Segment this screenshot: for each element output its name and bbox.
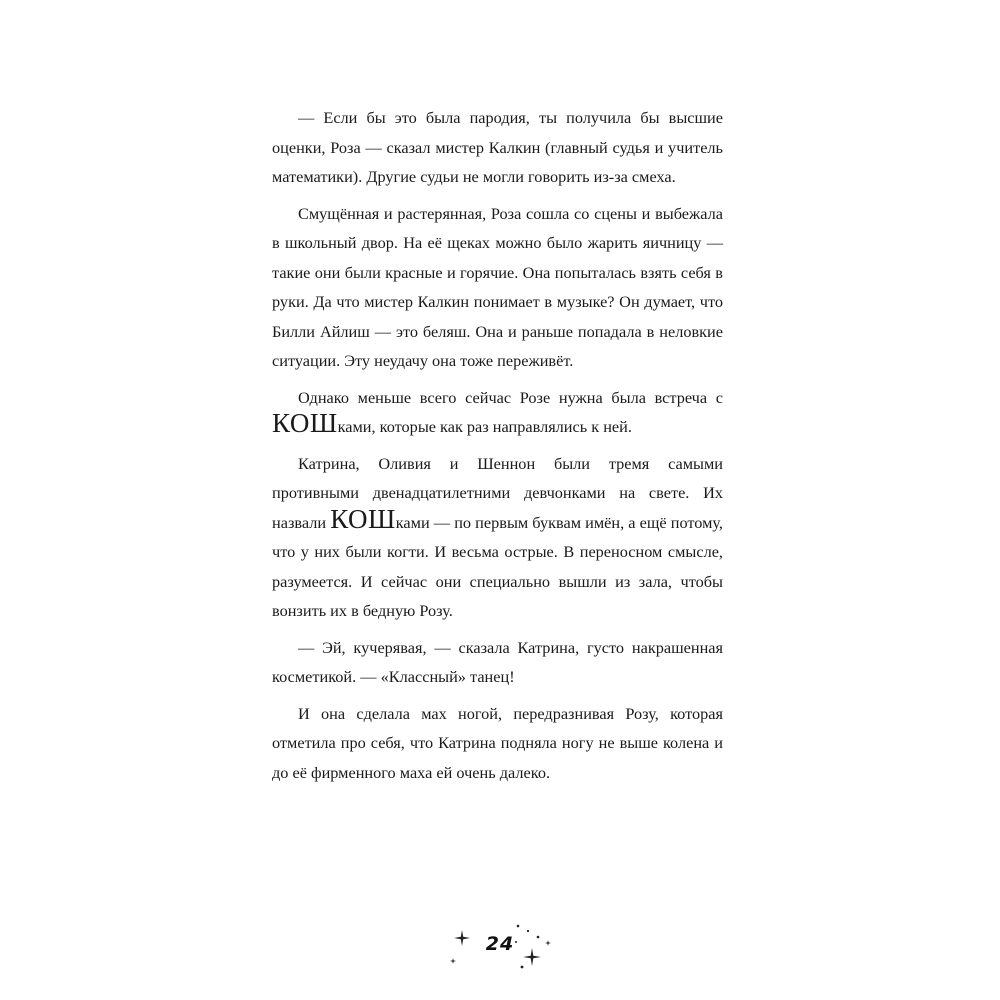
kosh-acronym: КОШ	[272, 408, 338, 438]
paragraph-6: И она сделала мах ногой, передразнивая Розу, которая отметила про себя, что Катрина подняла ногу не выше колена и до её фирменного маха ей очень далеко.	[272, 703, 723, 782]
paragraph-1: — Если бы это была пародия, ты получила бы высшие оценки, Роза — сказал мистер Калкин (главный судья и учитель математики). Другие судьи не могли говорить из-за смеха.	[272, 108, 723, 186]
paragraph-2: Смущённая и растерянная, Роза сошла со сцены и выбежала в школьный двор. На её щеках можно было жарить яичницу — такие они были красные и горячие. Она попыталась взять себя в руки. Да что мистер Калкин понимает в музыке? Он думает, что Билли Айлиш — это беляш. Она и раньше попадала в неловкие ситуации. Эту неудачу она тоже переживёт.	[272, 203, 723, 370]
kosh-acronym: КОШ	[330, 503, 396, 534]
page-number: 24	[485, 933, 515, 955]
paragraph-3-end: ками, которые как раз направлялись к ней.	[337, 417, 632, 436]
paragraph-4-start: Катрина, Оливия и Шеннон были тремя самыми противными двенадцатилетними девчонками на свете. Их назвали	[272, 453, 723, 532]
paragraph-4-end: ками — по первым буквам имён, а ещё потому, что у них были когти. И весьма острые. В переносном смысле, разумеется. И сейчас они специально вышли из зала, чтобы вонзить их в бедную Розу.	[272, 512, 724, 620]
paragraph-3-start: Однако меньше всего сейчас Розе нужна была встреча с	[298, 387, 723, 407]
paragraph-4	[272, 449, 723, 626]
paragraph-3	[272, 383, 723, 442]
body-text	[272, 103, 723, 787]
page-folio	[440, 920, 560, 980]
paragraph-5: — Эй, кучерявая, — сказала Катрина, густо накрашенная косметикой. — «Классный» танец!	[272, 637, 723, 686]
